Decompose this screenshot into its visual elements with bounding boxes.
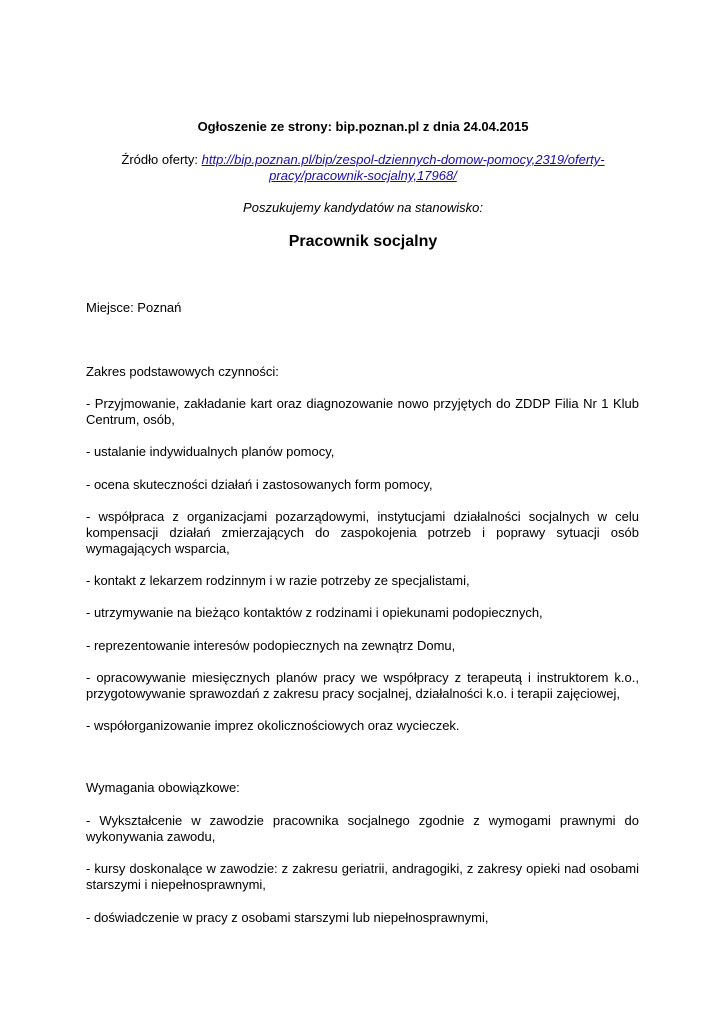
announcement-header: Ogłoszenie ze strony: bip.poznan.pl z dnia 24.04.2015 <box>197 119 529 134</box>
requirement-item: - Wykształcenie w zawodzie pracownika socjalnego zgodnie z wymogami prawnymi do wykonywania zawodu, <box>86 813 639 844</box>
duty-item: - opracowywanie miesięcznych planów pracy we współpracy z terapeutą i instruktorem k.o., przygotowywanie sprawozdań z zakresu pracy socjalnej, działalności k.o. i terapii zajęciowej, <box>86 670 639 701</box>
duty-item: - współpraca z organizacjami pozarządowymi, instytucjami działalności socjalnych w celu kompensacji działań zmierzających do zaspokojenia potrzeb i poprawy sytuacji osób wymagających wsparcia, <box>86 509 639 556</box>
duty-item: - ustalanie indywidualnych planów pomocy, <box>86 444 335 459</box>
requirements-heading: Wymagania obowiązkowe: <box>86 780 240 795</box>
duties-heading: Zakres podstawowych czynności: <box>86 364 279 379</box>
duty-item: - utrzymywanie na bieżąco kontaktów z rodzinami i opiekunami podopiecznych, <box>86 605 543 620</box>
duty-item: - kontakt z lekarzem rodzinnym i w razie potrzeby ze specjalistami, <box>86 573 470 588</box>
search-statement: Poszukujemy kandydatów na stanowisko: <box>243 200 483 215</box>
source-link[interactable]: http://bip.poznan.pl/bip/zespol-dziennych-domow-pomocy,2319/oferty-pracy/pracownik-socjalny,17968/ <box>201 152 605 183</box>
duty-item: - współorganizowanie imprez okolicznościowych oraz wycieczek. <box>86 718 460 733</box>
source-label: Źródło oferty: <box>121 152 202 167</box>
offer-source <box>86 152 640 184</box>
location: Miejsce: Poznań <box>86 300 182 315</box>
requirement-item: - doświadczenie w pracy z osobami starszymi lub niepełnosprawnymi, <box>86 910 489 925</box>
duty-item: - reprezentowanie interesów podopiecznych na zewnątrz Domu, <box>86 638 456 653</box>
duty-item: - Przyjmowanie, zakładanie kart oraz diagnozowanie nowo przyjętych do ZDDP Filia Nr 1 Klub Centrum, osób, <box>86 396 639 427</box>
job-title: Pracownik socjalny <box>288 233 438 250</box>
requirement-item: - kursy doskonalące w zawodzie: z zakresu geriatrii, andragogiki, z zakresy opieki nad osobami starszymi i niepełnosprawnymi, <box>86 861 639 892</box>
duty-item: - ocena skuteczności działań i zastosowanych form pomocy, <box>86 477 433 492</box>
